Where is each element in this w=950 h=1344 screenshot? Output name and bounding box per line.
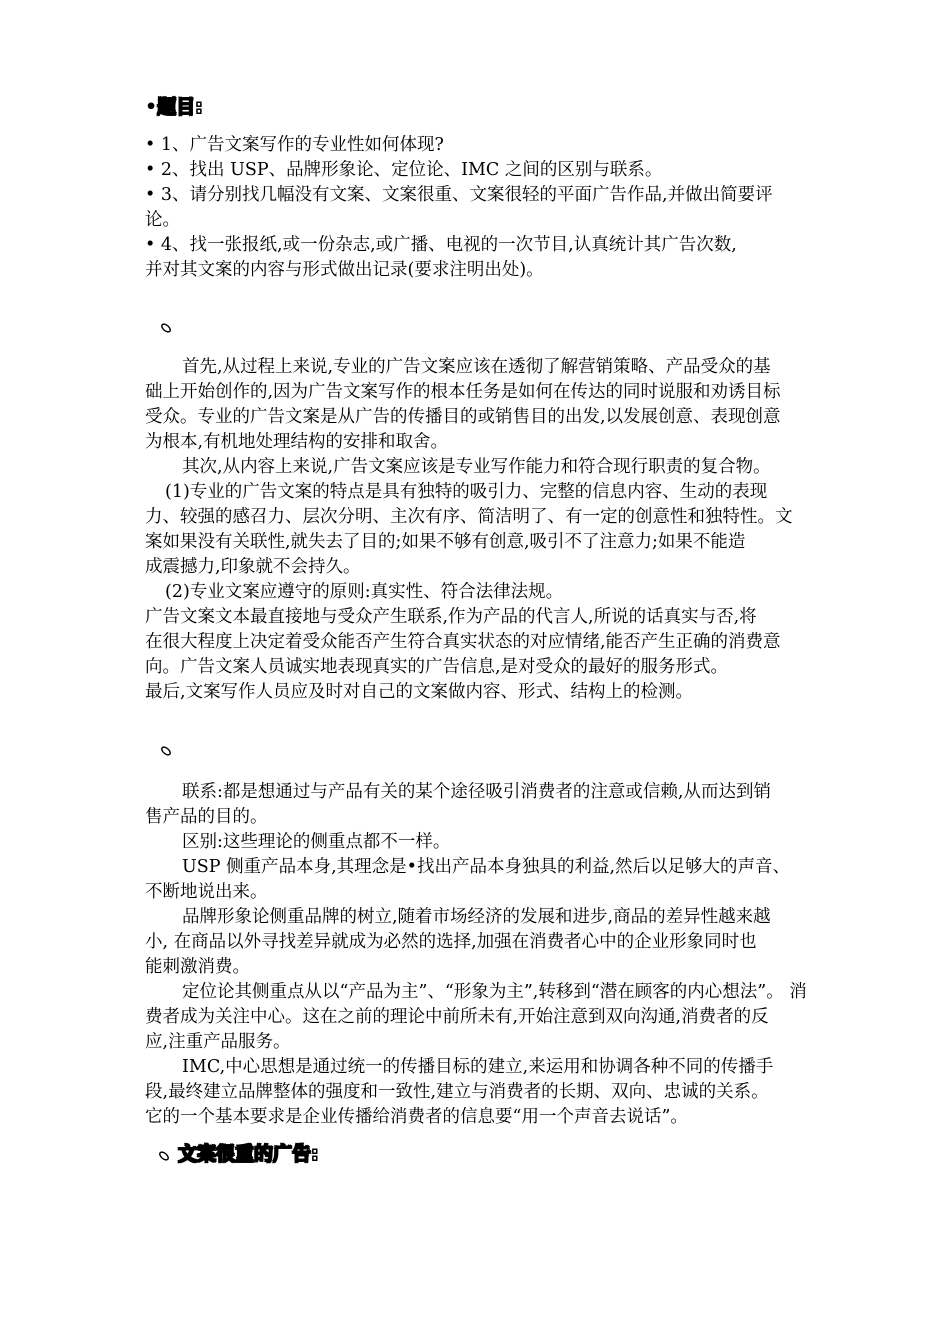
section-marker-icon <box>158 1150 170 1162</box>
answer2-line: 品牌形象论侧重品牌的树立,随着市场经济的发展和进步,商品的差异性越来越 <box>182 907 771 927</box>
answer2-line: 定位论其侧重点从以“产品为主”、“形象为主”,转移到“潜在顾客的内心想法”。 消 <box>182 982 807 1002</box>
answer2-line: 能刺激消费。 <box>145 957 250 977</box>
answer2-line: 不断地说出来。 <box>145 882 268 902</box>
answer1-line: 受众。专业的广告文案是从广告的传播目的或销售目的出发,以发展创意、表现创意 <box>145 407 781 427</box>
heading-title: 题目: <box>157 96 203 118</box>
answer2-line: 段,最终建立品牌整体的强度和一致性,建立与消费者的长期、双向、忠诚的关系。 <box>145 1082 769 1102</box>
answer2-line: 小, 在商品以外寻找差异就成为必然的选择,加强在消费者心中的企业形象同时也 <box>145 932 757 952</box>
answer1-line: 案如果没有关联性,就失去了目的;如果不够有创意,吸引不了注意力;如果不能造 <box>145 532 746 552</box>
answer1-line: 最后,文案写作人员应及时对自己的文案做内容、形式、结构上的检测。 <box>145 682 694 702</box>
question-1: • 1、广告文案写作的专业性如何体现? <box>145 135 444 155</box>
question-3: • 3、请分别找几幅没有文案、文案很重、文案很轻的平面广告作品,并做出简要评 <box>145 185 773 205</box>
answer1-line: 为根本,有机地处理结构的安排和取舍。 <box>145 432 449 452</box>
heading-bullet: • <box>145 96 158 118</box>
answer2-line: 联系:都是想通过与产品有关的某个途径吸引消费者的注意或信赖,从而达到销 <box>182 782 771 802</box>
heavy-copy-ads-heading: 文案很重的广告: <box>178 1143 319 1165</box>
section-marker-icon <box>160 745 172 757</box>
answer2-line: 售产品的目的。 <box>145 807 268 827</box>
section-marker-icon <box>160 322 172 334</box>
answer2-line: 费者成为关注中心。这在之前的理论中前所未有,开始注意到双向沟通,消费者的反 <box>145 1007 769 1027</box>
question-2: • 2、找出 USP、品牌形象论、定位论、IMC 之间的区别与联系。 <box>145 160 663 180</box>
answer1-line: 在很大程度上决定着受众能否产生符合真实状态的对应情绪,能否产生正确的消费意 <box>145 632 781 652</box>
answer1-line: 广告文案文本最直接地与受众产生联系,作为产品的代言人,所说的话真实与否,将 <box>145 607 757 627</box>
question-3-continued: 论。 <box>145 210 180 230</box>
answer1-line: 础上开始创作的,因为广告文案写作的根本任务是如何在传达的同时说服和劝诱目标 <box>145 382 781 402</box>
questions-heading <box>145 94 203 120</box>
answer2-line: 区别:这些理论的侧重点都不一样。 <box>182 832 451 852</box>
answer1-line: 力、较强的感召力、层次分明、主次有序、简洁明了、有一定的创意性和独特性。文 <box>145 507 793 527</box>
answer1-line: (2)专业文案应遵守的原则:真实性、符合法律法规。 <box>165 582 564 602</box>
answer1-line: 其次,从内容上来说,广告文案应该是专业写作能力和符合现行职责的复合物。 <box>182 457 771 477</box>
question-4-continued: 并对其文案的内容与形式做出记录(要求注明出处)。 <box>145 260 544 280</box>
answer2-line: 它的一个基本要求是企业传播给消费者的信息要“用一个声音去说话”。 <box>145 1107 688 1127</box>
answer2-line: IMC,中心思想是通过统一的传播目标的建立,来运用和协调各种不同的传播手 <box>182 1057 774 1077</box>
answer1-line: 成震撼力,印象就不会持久。 <box>145 557 361 577</box>
answer2-line: 应,注重产品服务。 <box>145 1032 291 1052</box>
answer1-line: 向。广告文案人员诚实地表现真实的广告信息,是对受众的最好的服务形式。 <box>145 657 729 677</box>
question-4: • 4、找一张报纸,或一份杂志,或广播、电视的一次节目,认真统计其广告次数, <box>145 235 737 255</box>
answer2-line: USP 侧重产品本身,其理念是•找出产品本身独具的利益,然后以足够大的声音、 <box>182 857 791 877</box>
answer1-line: 首先,从过程上来说,专业的广告文案应该在透彻了解营销策略、产品受众的基 <box>182 357 771 377</box>
answer1-line: (1)专业的广告文案的特点是具有独特的吸引力、完整的信息内容、生动的表现 <box>165 482 768 502</box>
